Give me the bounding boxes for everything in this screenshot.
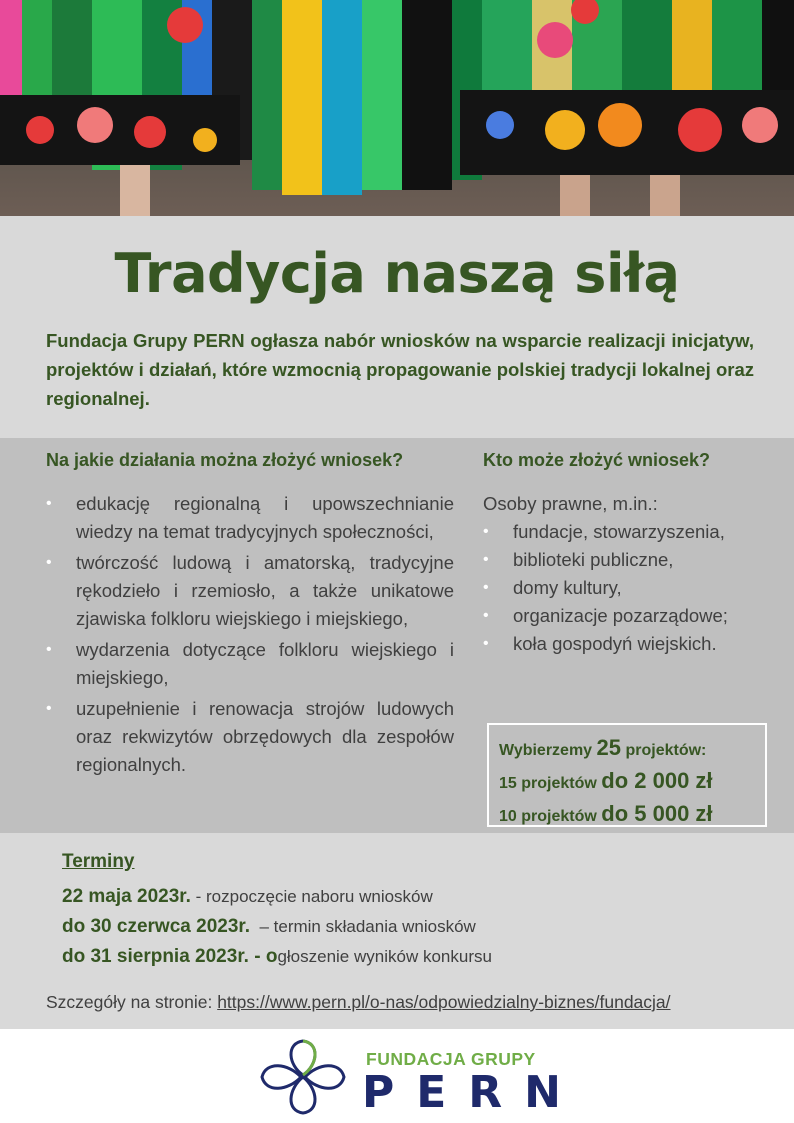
- list-item: • edukację regionalną i upowszechnianie wiedzy na temat tradycyjnych społeczności,: [46, 490, 454, 546]
- list-item: • twórczość ludową i amatorską, tradycyjne rękodzieło i rzemiosło, a także unikatowe zjawiska folkloru wiejskiego i miejskiego,: [46, 549, 454, 633]
- prize-row-large: 10 projektów do 5 000 zł: [499, 801, 713, 826]
- bullet-icon: •: [483, 635, 489, 652]
- lead-text: Fundacja Grupy PERN ogłasza nabór wniosków na wsparcie realizacji inicjatyw, projektów i działań, które wzmocnią propagowanie polskiej tradycji lokalnej oraz regionalnej.: [46, 330, 754, 409]
- list-item: • domy kultury,: [483, 574, 773, 602]
- list-item: • biblioteki publiczne,: [483, 546, 773, 574]
- actions-list: [46, 490, 454, 779]
- logo-text-bottom: PERN: [362, 1067, 584, 1118]
- bullet-icon: •: [483, 551, 489, 568]
- details-line: Szczegóły na stronie: https://www.pern.pl/o-nas/odpowiedzialny-biznes/fundacja/: [46, 992, 671, 1012]
- bullet-icon: •: [46, 641, 52, 658]
- clover-logo-icon: [258, 1035, 348, 1119]
- page-title: Tradycja naszą siłą: [114, 242, 680, 305]
- list-item: • uzupełnienie i renowacja strojów ludowych oraz rekwizytów obrzędowych dla zespołów regionalnych.: [46, 695, 454, 779]
- logo-text-top: FUNDACJA GRUPY: [366, 1049, 536, 1069]
- prize-row-small: 15 projektów do 2 000 zł: [499, 768, 713, 793]
- bullet-icon: •: [46, 554, 52, 571]
- date-row: do 31 sierpnia 2023r. - ogłoszenie wyników konkursu: [62, 946, 492, 967]
- bullet-icon: •: [483, 579, 489, 596]
- intro-section: [0, 216, 794, 438]
- bullet-icon: •: [483, 523, 489, 540]
- eligibility-heading: Kto może złożyć wniosek?: [483, 450, 711, 470]
- actions-list-container: [46, 490, 454, 782]
- prize-row-total: Wybierzemy 25 projektów:: [499, 735, 707, 760]
- list-item: • organizacje pozarządowe;: [483, 602, 773, 630]
- list-item: • wydarzenia dotyczące folkloru wiejskiego i miejskiego,: [46, 636, 454, 692]
- dates-heading: Terminy: [62, 851, 135, 872]
- details-link[interactable]: https://www.pern.pl/o-nas/odpowiedzialny-biznes/fundacja/: [217, 992, 671, 1012]
- eligibility-list: [483, 518, 773, 658]
- list-item: • fundacje, stowarzyszenia,: [483, 518, 773, 546]
- bullet-icon: •: [46, 495, 52, 512]
- prize-box: [487, 723, 767, 827]
- actions-heading: Na jakie działania można złożyć wniosek?: [46, 450, 404, 470]
- eligibility-container: [483, 490, 773, 658]
- details-section: [0, 438, 794, 833]
- bullet-icon: •: [483, 607, 489, 624]
- eligibility-intro: Osoby prawne, m.in.:: [483, 493, 658, 514]
- dates-section: [0, 833, 794, 1029]
- list-item: • koła gospodyń wiejskich.: [483, 630, 773, 658]
- date-row: 22 maja 2023r. - rozpoczęcie naboru wniosków: [62, 886, 433, 907]
- date-row: do 30 czerwca 2023r. – termin składania wniosków: [62, 916, 476, 937]
- hero-photo-folk-skirts: [0, 0, 794, 216]
- footer: [0, 1029, 794, 1123]
- bullet-icon: •: [46, 700, 52, 717]
- folk-costume-illustration: [0, 0, 794, 216]
